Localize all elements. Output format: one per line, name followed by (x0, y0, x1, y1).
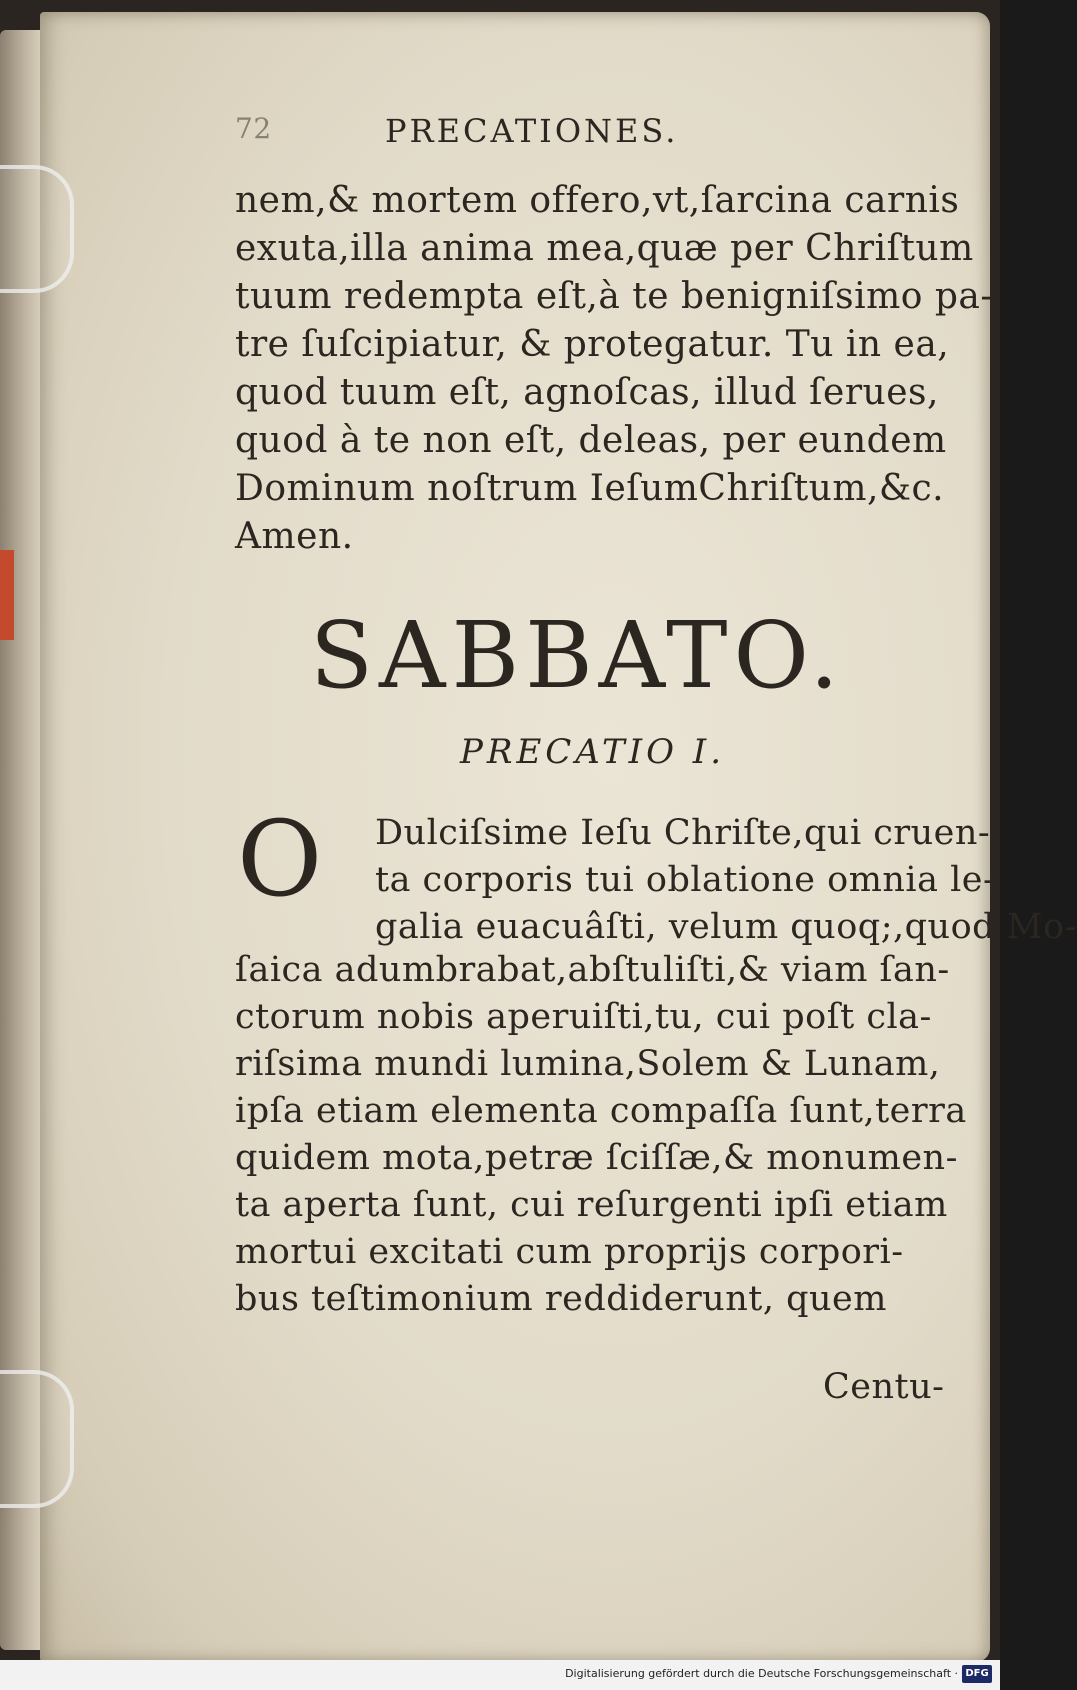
text-line: Dulciſsime Ieſu Chriſte,qui cruen- (375, 813, 991, 853)
text-line: nem,& mortem offero,vt,ſarcina carnis (235, 180, 960, 221)
text-line: quidem mota,petræ ſciſſæ,& monumen- (235, 1138, 958, 1178)
text-line: riſsima mundi lumina,Solem & Lunam, (235, 1044, 941, 1084)
text-line: Dominum noſtrum IeſumChriſtum,&c. (235, 468, 945, 509)
page-clip-bottom (0, 1370, 74, 1508)
text-line: tuum redempta eſt,à te benigniſsimo pa- (235, 276, 994, 317)
section-title: SABBATO. (310, 602, 845, 709)
text-line: tre ſuſcipiatur, & protegatur. Tu in ea, (235, 324, 950, 365)
dfg-logo: DFG (962, 1665, 992, 1683)
book-page (40, 12, 1077, 1662)
text-line: Amen. (235, 516, 354, 557)
prev-prayer-ending (235, 177, 994, 561)
text-line: galia euacuâſti, velum quoq;,quod Mo- (375, 907, 1077, 947)
digitization-footer (0, 1660, 1000, 1690)
footer-credit: Digitalisierung gefördert durch die Deutsche Forschungsgemeinschaft · (565, 1667, 958, 1680)
text-line: exuta,illa anima mea,quæ per Chriſtum (235, 228, 974, 269)
text-line: quod à te non eſt, deleas, per eundem (235, 420, 947, 461)
prayer-subheading: PRECATIO I. (460, 732, 726, 772)
text-line: ta corporis tui oblatione omnia le- (375, 860, 996, 900)
text-line: ctorum nobis aperuiſti,tu, cui poſt cla- (235, 997, 932, 1037)
prayer-body (235, 947, 967, 1323)
text-line: bus teſtimonium reddiderunt, quem (235, 1279, 887, 1319)
text-line: ſaica adumbrabat,abſtuliſti,& viam ſan- (235, 950, 950, 990)
page-number: 72 (235, 112, 272, 145)
drop-cap: O (237, 798, 323, 920)
page-clip-top (0, 165, 74, 293)
prayer-opening-lines (375, 810, 1077, 951)
text-line: quod tuum eſt, agnoſcas, illud ſerues, (235, 372, 939, 413)
text-line: mortui excitati cum proprijs corpori- (235, 1232, 904, 1272)
text-line: ipſa etiam elementa compaſſa ſunt,terra (235, 1091, 967, 1131)
text-line: ta aperta ſunt, cui reſurgenti ipſi etiam (235, 1185, 948, 1225)
running-head-title: PRECATIONES. (385, 112, 679, 150)
catchword: Centu- (823, 1367, 945, 1407)
red-ribbon-marker (0, 550, 14, 640)
